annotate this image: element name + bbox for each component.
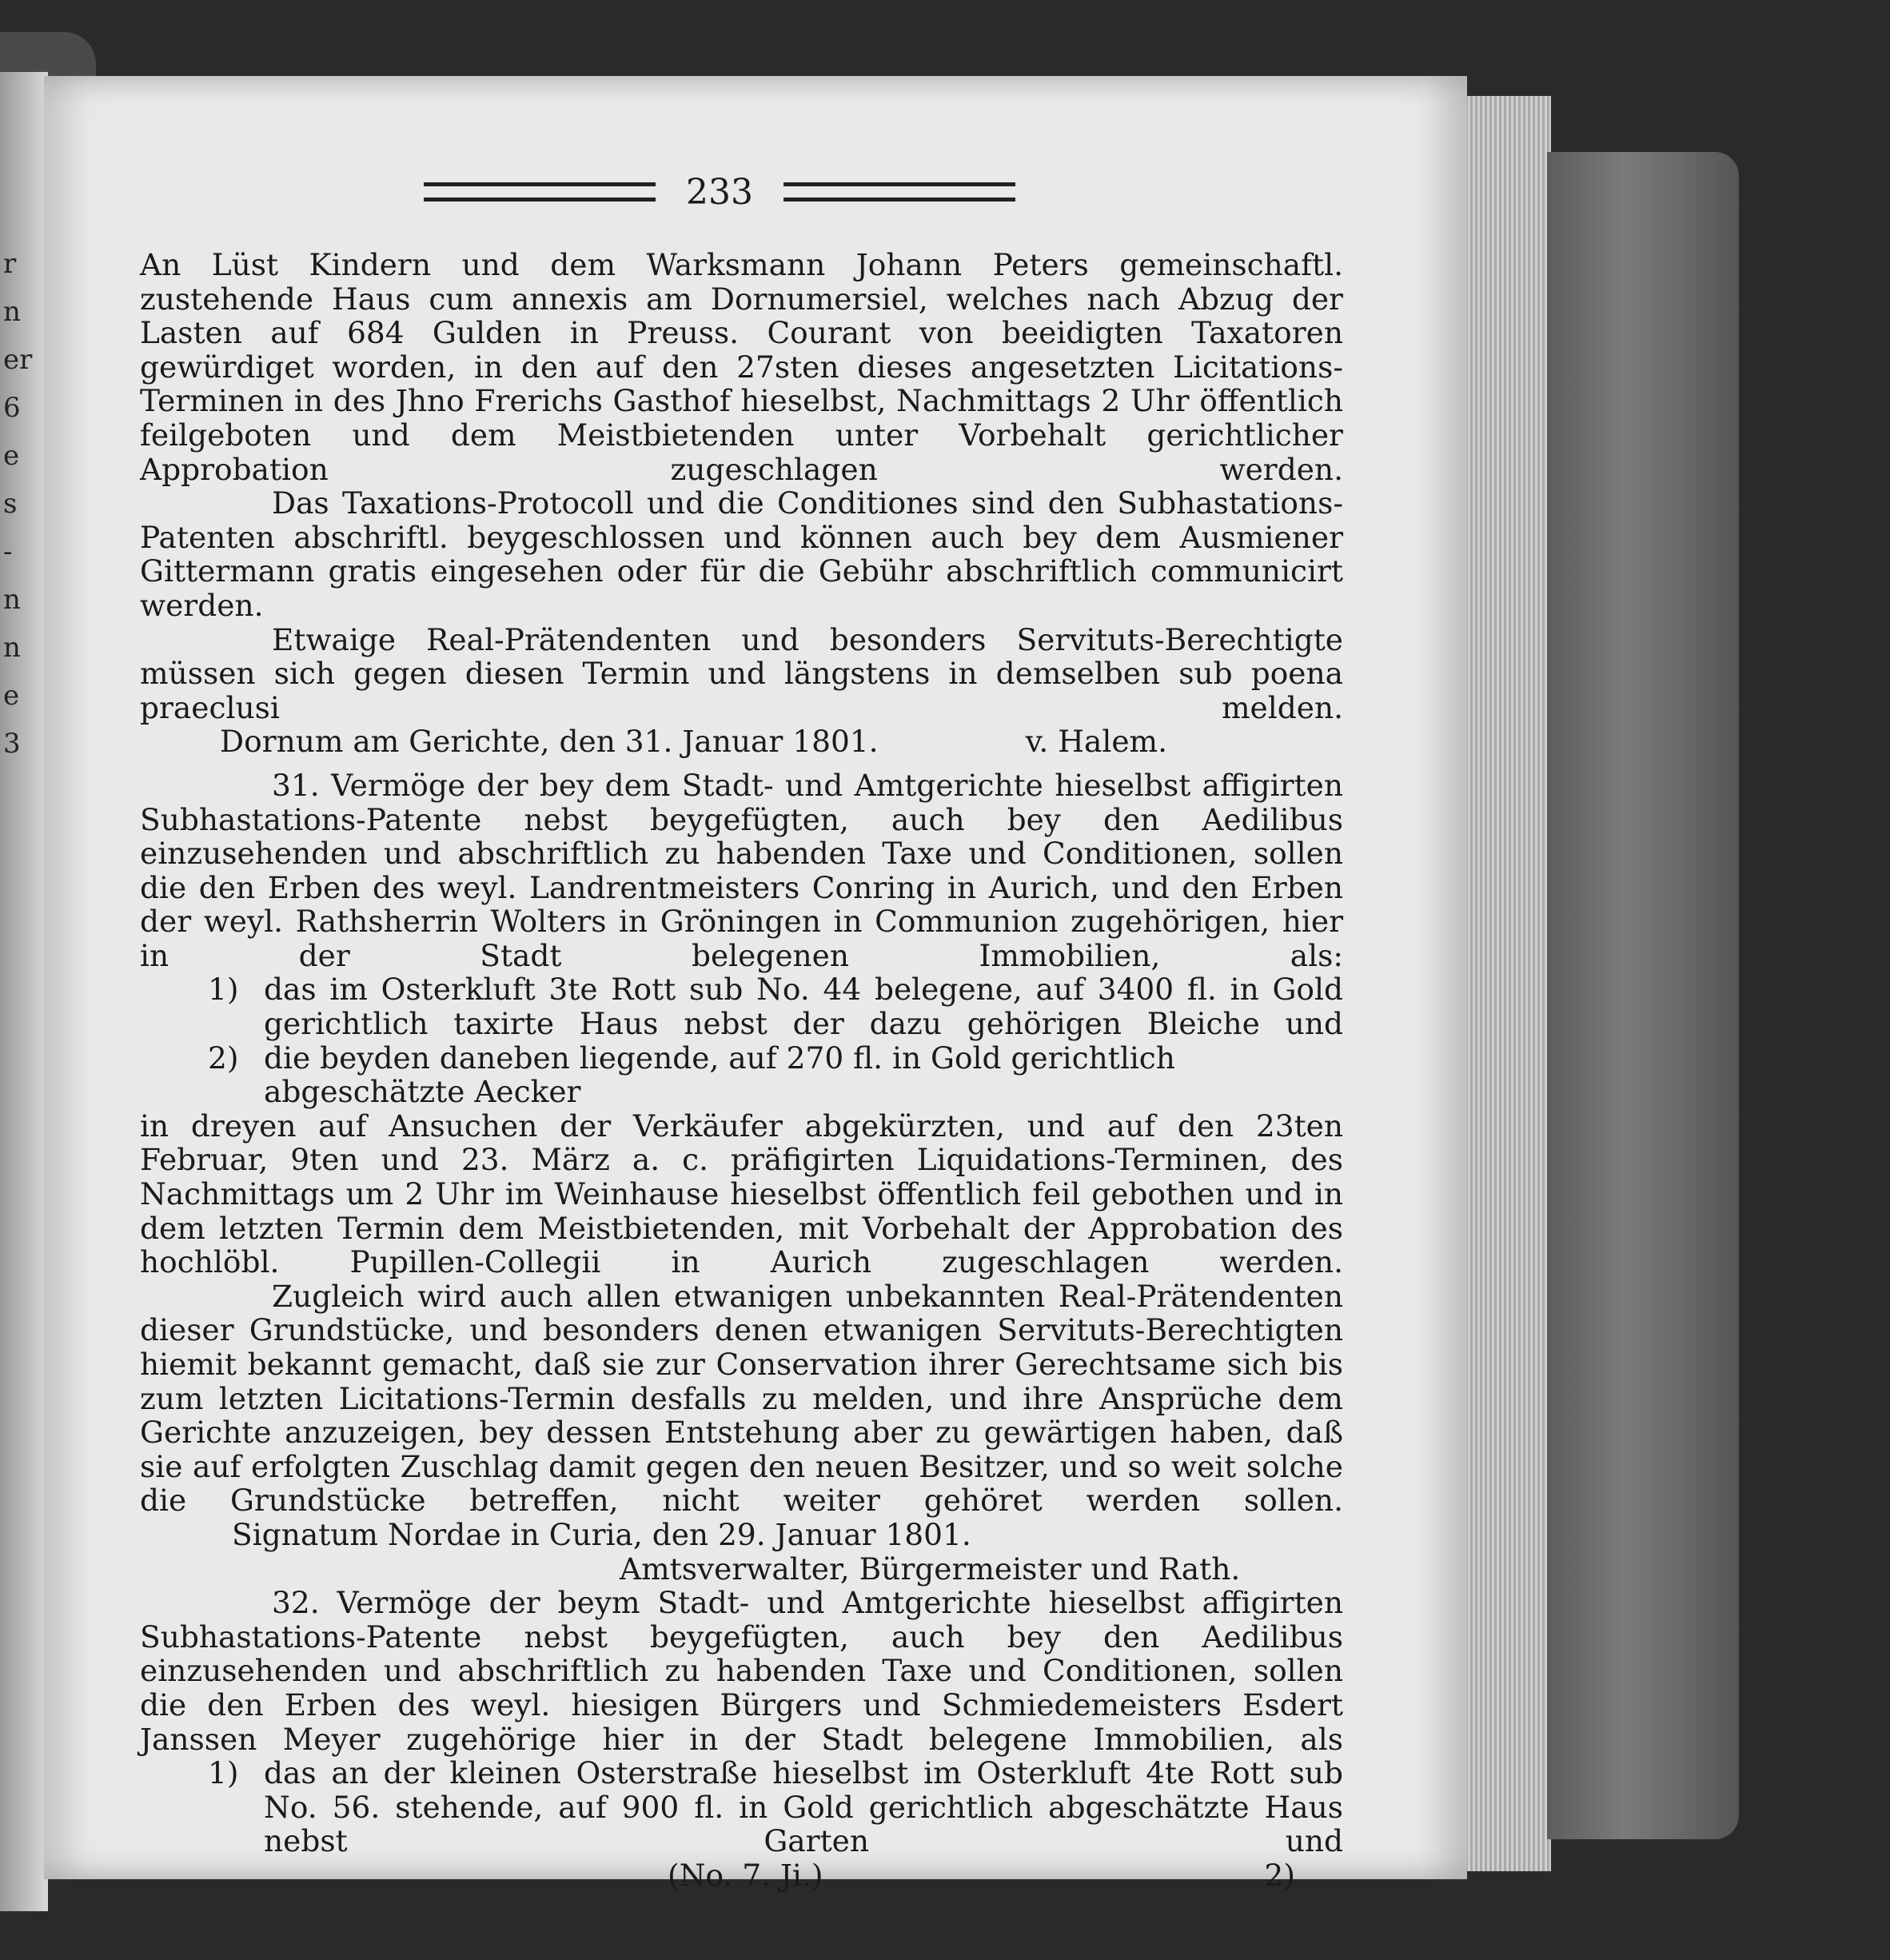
fragment: n [3, 296, 21, 328]
notice-30-signature [140, 725, 1343, 759]
signature-place: Dornum am Gerichte, den 31. Januar 1801. [220, 724, 879, 760]
header-rule-right [784, 182, 1015, 202]
item-number: 2) [208, 1040, 239, 1076]
fragment: - [3, 536, 13, 568]
fragment: n [3, 584, 21, 616]
signers-line: Amtsverwalter, Bürgermeister und Rath. [620, 1551, 1241, 1587]
signatum-line: Signatum Nordae in Curia, den 29. Januar 1801. [232, 1516, 971, 1552]
item-text: die beyden daneben liegende, auf 270 fl. in Gold gerichtlich abgeschätzte Aecker [264, 1040, 1175, 1110]
fragment: s [3, 488, 18, 520]
fragment: n [3, 632, 21, 664]
signature-mark: (No. 7. Ji.) [668, 1857, 823, 1893]
page-text [140, 248, 1343, 1893]
notice-31-paragraph: in dreyen auf Ansuchen der Verkäufer abgekürzten, und auf den 23ten Februar, 9ten und 23. März a. c. präfigirten Liquidations-Terminen, des Nachmittags um 2 Uhr im Weinhause hieselbst öffentlich feil gebothen und in dem letzten Termin dem Meistbietenden, mit Vorbehalt der Approbation des hochlöbl. Pupillen-Collegii in Aurich zugeschlagen werden. [140, 1108, 1343, 1280]
item-number: 1) [208, 1755, 239, 1791]
notice-32-intro: 32. Vermöge der beym Stadt- und Amtgerichte hieselbst affigirten Subhastations-Patente nebst beygefügten, auch bey den Aedilibus einzusehenden und abschriftlich zu habenden Taxe und Conditionen, sollen die den Erben des weyl. hiesigen Bürgers und Schmiedemeisters Esdert Janssen Meyer zugehörige hier in der Stadt belegene Immobilien, als [140, 1585, 1343, 1757]
page-number: 233 [686, 171, 753, 213]
header-rule-left [424, 182, 656, 202]
list-item [140, 1041, 1343, 1109]
left-page-fragments [3, 240, 42, 768]
page-footer [140, 1858, 1343, 1893]
fragment: 6 [3, 392, 21, 424]
notice-30-paragraph: Das Taxations-Protocoll und die Conditiones sind den Subhastations-Patenten abschriftl. beygeschlossen und können auch bey dem Ausmiener Gittermann gratis eingesehen oder für die Gebühr abschriftlich communicirt werden. [140, 485, 1343, 623]
item-text: das im Osterkluft 3te Rott sub No. 44 belegene, auf 3400 fl. in Gold gerichtlich taxirte Haus nebst der dazu gehörigen Bleiche und [264, 972, 1343, 1042]
list-item [140, 972, 1343, 1040]
page-stack-edge [1463, 96, 1551, 1871]
fragment: 3 [3, 728, 21, 760]
fragment: e [3, 440, 20, 472]
notice-31-paragraph: Zugleich wird auch allen etwanigen unbekannten Real-Prätendenten dieser Grundstücke, und besonders denen etwanigen Servituts-Berechtigten hiemit bekannt gemacht, daß sie zur Conservation ihrer Gerechtsame sich bis zum letzten Licitations-Termin desfalls zu melden, und ihre Ansprüche dem Gerichte anzuzeigen, bey dessen Entstehung aber zu gewärtigen haben, daß sie auf erfolgten Zuschlag damit gegen den neuen Besitzer, und so weit solche die Grundstücke betreffen, nicht weiter gehöret werden sollen. [140, 1278, 1343, 1519]
list-item [140, 1756, 1343, 1858]
notice-30-paragraph: An Lüst Kindern und dem Warksmann Johann Peters gemeinschaftl. zustehende Haus cum annexis am Dornumersiel, welches nach Abzug der Lasten auf 684 Gulden in Preuss. Courant von beeidigten Taxatoren gewürdiget worden, in den auf den 27sten dieses angesetzten Licitations-Terminen in des Jhno Frerichs Gasthof hieselbst, Nachmittags 2 Uhr öffentlich feilgeboten und dem Meistbietenden unter Vorbehalt gerichtlicher Approbation zugeschlagen werden. [140, 247, 1343, 487]
catchword: 2) [1264, 1857, 1295, 1893]
notice-31-intro: 31. Vermöge der bey dem Stadt- und Amtgerichte hieselbst affigirten Subhastations-Patente nebst beygefügten, auch bey den Aedilibus einzusehenden und abschriftlich zu habenden Taxe und Conditionen, sollen die den Erben des weyl. Landrentmeisters Conring in Aurich, und den Erben der weyl. Rathsherrin Wolters in Gröningen in Communion zugehörigen, hier in der Stadt belegenen Immobilien, als: [140, 767, 1343, 973]
item-text: das an der kleinen Osterstraße hieselbst im Osterkluft 4te Rott sub No. 56. stehende, auf 900 fl. in Gold gerichtlich abgeschätzte Haus nebst Garten und [264, 1755, 1343, 1859]
book-cover [1547, 152, 1739, 1839]
item-number: 1) [208, 972, 239, 1008]
page-header [424, 168, 1015, 216]
fragment: er [3, 344, 33, 376]
notice-30-paragraph: Etwaige Real-Prätendenten und besonders Servituts-Berechtigte müssen sich gegen diesen Termin und längstens in demselben sub poena praeclusi melden. [140, 621, 1343, 725]
fragment: r [3, 248, 17, 280]
fragment: e [3, 680, 20, 712]
signature-name: v. Halem. [1025, 724, 1167, 760]
